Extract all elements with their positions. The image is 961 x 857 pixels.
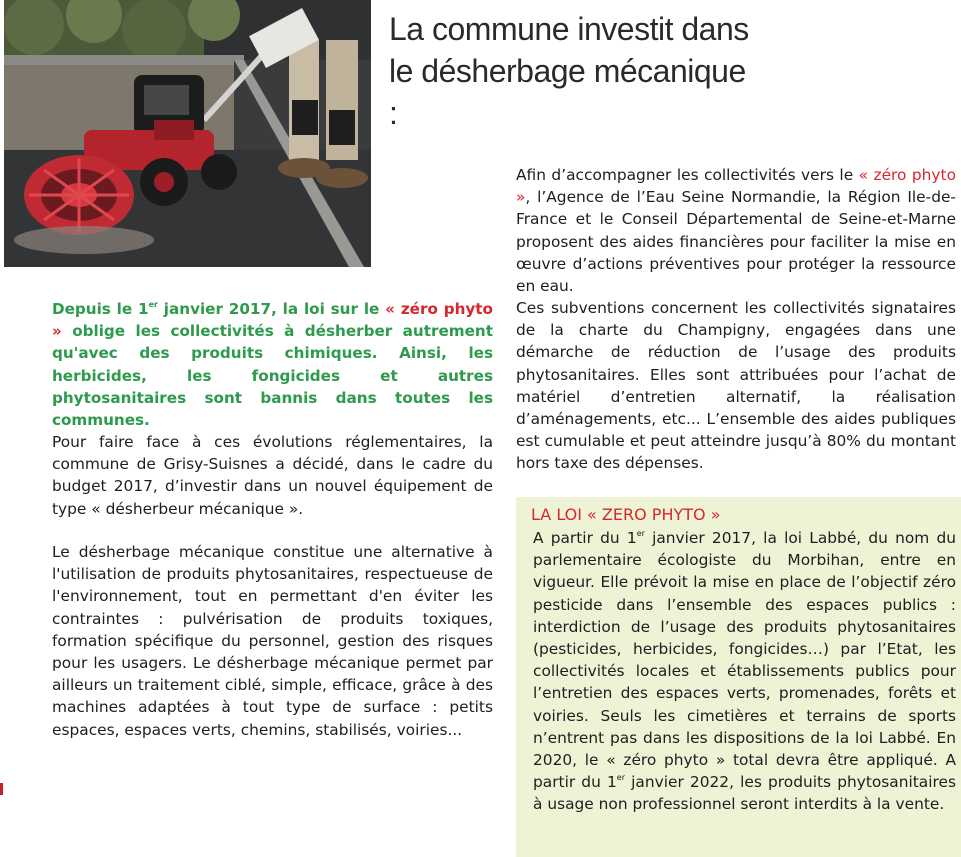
page-title: La commune investit dans le désherbage mécanique :	[389, 11, 749, 131]
zero-phyto-highlight: « zéro phyto »	[52, 300, 493, 341]
funding-paragraph	[516, 164, 956, 297]
zero-phyto-highlight-2: « zéro phyto »	[516, 166, 956, 207]
photo-weeding-machine	[4, 0, 371, 267]
law-box-title: LA LOI « ZERO PHYTO »	[531, 505, 721, 524]
law-part2: janvier 2017, la loi Labbé, du nom du parlementaire écologiste du Morbihan, entre en vigueur. Elle prévoit la mise en place de l’objectif zéro pesticide dans l’ensemble des espaces publics : interdiction de l’usage des produits phytosanitaires (pesticides, herbicides, fongicides…) par l’Etat, les collectivités locales et établissements publics pour l’entretien des espaces verts, promenades, forêts et voiries. Seuls les cimetières et terrains de sports n’entrent pas dans les dispositions de la loi Labbé. En 2020, le « zéro phyto » total devra être appliqué. A partir du 1	[533, 529, 957, 792]
law-sup1: er	[636, 529, 645, 538]
budget-paragraph: Pour faire face à ces évolutions réglementaires, la commune de Grisy-Suisnes a décidé, dans le cadre du budget 2017, d’investir dans un nouvel équipement de type « désherbeur mécanique ».	[52, 433, 493, 518]
law-box-text	[533, 527, 956, 816]
subsidies-paragraph: Ces subventions concernent les collectivités signataires de la charte du Champigny, engagées dans une démarche de réduction de l’usage des produits phytosanitaires. Elles sont attribuées pour l’achat de matériel d’entretien alternatif, la réalisation d’aménagements, etc... L’ensemble des aides publiques est cumulable et peut atteindre jusqu’à 80% du montant hors taxe des dépenses.	[516, 299, 956, 473]
intro-part3: oblige les collectivités à désherber autrement qu'avec des produits chimiques. Ainsi, les herbicides, les fongicides et autres phytosanitaires sont bannis dans toutes les communes.	[52, 322, 493, 430]
funding-part1: Afin d’accompagner les collectivités vers le	[516, 166, 859, 184]
intro-part1: Depuis le 1	[52, 300, 149, 318]
law-sup2: er	[616, 773, 625, 783]
intro-paragraph	[52, 298, 493, 431]
weeding-machine-photo	[4, 0, 371, 267]
intro-part2: janvier 2017, la loi sur le	[157, 300, 386, 318]
funding-part2: , l’Agence de l’Eau Seine Normandie, la Région Ile-de-France et le Conseil Départemental de Seine-et-Marne proposent des aides financières pour faciliter la mise en œuvre d’actions préventives pour protéger la ressource en eau.	[516, 188, 956, 296]
mechanical-weeding-paragraph: Le désherbage mécanique constitue une alternative à l'utilisation de produits phytosanitaires, respectueuse de l'environnement, tout en permettant d'en éviter les contraintes : pulvérisation de produits toxiques, formation spécifique du personnel, gestion des risques pour les usagers. Le désherbage mécanique permet par ailleurs un traitement ciblé, simple, efficace, grâce à des machines adaptées à tout type de surface : petits espaces, espaces verts, chemins, stabilisés, voiries...	[52, 543, 493, 739]
intro-sup: er	[148, 300, 158, 309]
law-part3: janvier 2022, les produits phytosanitaires à usage non professionnel seront interdits à la vente.	[533, 773, 956, 814]
edge-mark	[0, 783, 3, 795]
law-part1: A partir du 1	[533, 529, 637, 547]
